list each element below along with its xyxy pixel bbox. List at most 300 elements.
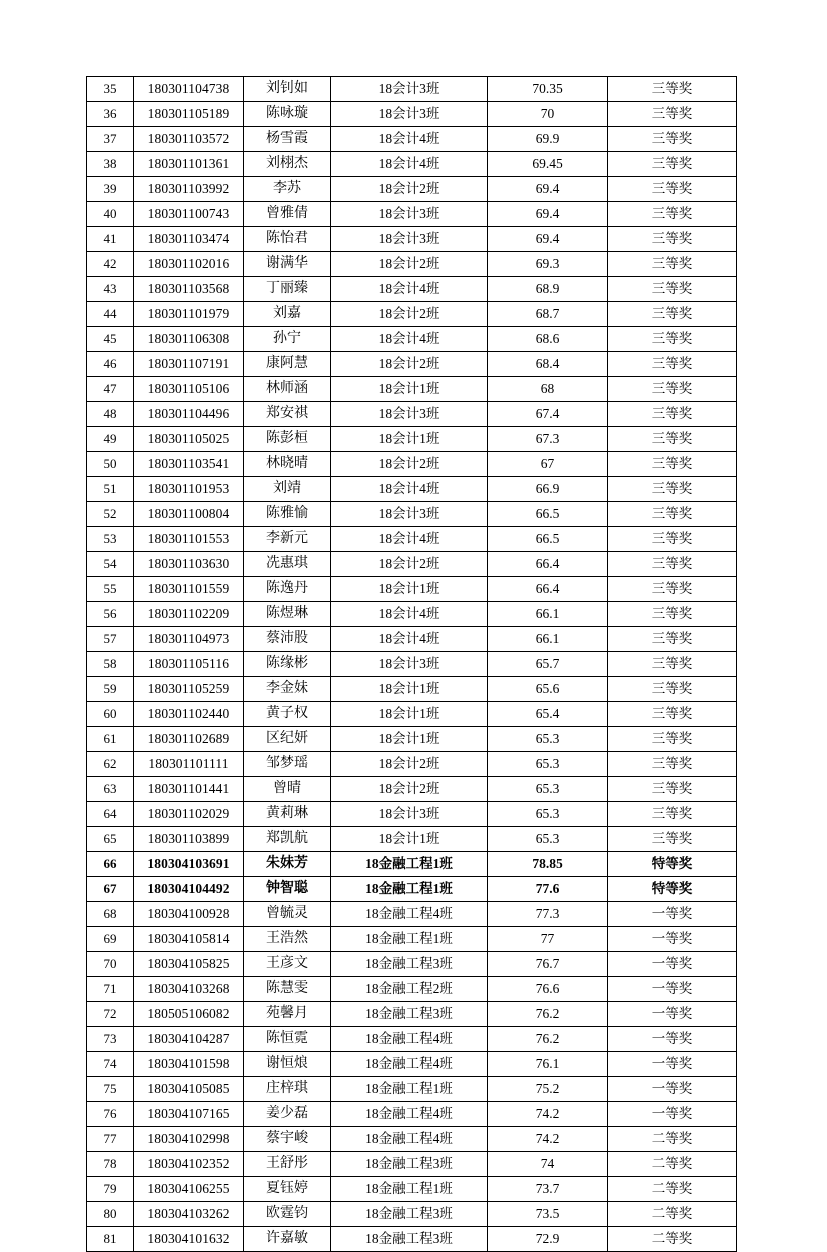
cell-award: 三等奖: [608, 627, 737, 652]
cell-student-id: 180304106255: [134, 1177, 244, 1202]
cell-award: 三等奖: [608, 102, 737, 127]
cell-student-id: 180301105116: [134, 652, 244, 677]
cell-rank: 40: [87, 202, 134, 227]
cell-class: 18会计1班: [331, 577, 488, 602]
cell-class: 18会计1班: [331, 827, 488, 852]
cell-award: 三等奖: [608, 452, 737, 477]
cell-class: 18会计3班: [331, 202, 488, 227]
cell-student-id: 180304104287: [134, 1027, 244, 1052]
cell-class: 18会计3班: [331, 502, 488, 527]
cell-student-name: 谢恒烺: [244, 1052, 331, 1077]
cell-student-id: 180304101598: [134, 1052, 244, 1077]
cell-score: 69.4: [488, 177, 608, 202]
table-row: [87, 902, 737, 927]
table-row: [87, 402, 737, 427]
cell-rank: 50: [87, 452, 134, 477]
cell-score: 67.4: [488, 402, 608, 427]
cell-class: 18金融工程4班: [331, 902, 488, 927]
cell-class: 18会计2班: [331, 352, 488, 377]
cell-award: 特等奖: [608, 877, 737, 902]
cell-student-name: 姜少磊: [244, 1102, 331, 1127]
cell-rank: 68: [87, 902, 134, 927]
cell-rank: 41: [87, 227, 134, 252]
cell-score: 75.2: [488, 1077, 608, 1102]
cell-class: 18会计2班: [331, 177, 488, 202]
cell-class: 18会计1班: [331, 702, 488, 727]
cell-score: 74: [488, 1152, 608, 1177]
cell-score: 66.4: [488, 552, 608, 577]
cell-student-name: 曾晴: [244, 777, 331, 802]
cell-rank: 42: [87, 252, 134, 277]
cell-score: 76.2: [488, 1002, 608, 1027]
cell-class: 18会计4班: [331, 627, 488, 652]
cell-student-id: 180301101953: [134, 477, 244, 502]
cell-student-name: 陈雅愉: [244, 502, 331, 527]
cell-student-name: 庄梓琪: [244, 1077, 331, 1102]
cell-score: 74.2: [488, 1102, 608, 1127]
cell-score: 68.7: [488, 302, 608, 327]
cell-award: 三等奖: [608, 652, 737, 677]
cell-score: 76.1: [488, 1052, 608, 1077]
cell-student-name: 刘嘉: [244, 302, 331, 327]
cell-student-name: 杨雪霞: [244, 127, 331, 152]
cell-score: 66.5: [488, 502, 608, 527]
cell-score: 70.35: [488, 77, 608, 102]
cell-score: 65.6: [488, 677, 608, 702]
cell-score: 68: [488, 377, 608, 402]
cell-class: 18会计4班: [331, 527, 488, 552]
cell-student-id: 180301104496: [134, 402, 244, 427]
cell-student-name: 陈恒霓: [244, 1027, 331, 1052]
cell-student-name: 孙宁: [244, 327, 331, 352]
cell-score: 73.5: [488, 1202, 608, 1227]
cell-student-id: 180301101979: [134, 302, 244, 327]
cell-rank: 78: [87, 1152, 134, 1177]
cell-award: 三等奖: [608, 502, 737, 527]
cell-class: 18会计2班: [331, 777, 488, 802]
cell-award: 三等奖: [608, 727, 737, 752]
cell-student-name: 陈缘彬: [244, 652, 331, 677]
cell-rank: 63: [87, 777, 134, 802]
cell-student-id: 180301106308: [134, 327, 244, 352]
cell-award: 三等奖: [608, 402, 737, 427]
cell-student-name: 李苏: [244, 177, 331, 202]
cell-student-id: 180301100804: [134, 502, 244, 527]
cell-score: 67: [488, 452, 608, 477]
cell-student-id: 180301103568: [134, 277, 244, 302]
cell-rank: 44: [87, 302, 134, 327]
table-row: [87, 852, 737, 877]
cell-award: 三等奖: [608, 302, 737, 327]
cell-rank: 51: [87, 477, 134, 502]
cell-class: 18会计4班: [331, 152, 488, 177]
cell-student-id: 180505106082: [134, 1002, 244, 1027]
cell-rank: 60: [87, 702, 134, 727]
cell-class: 18金融工程4班: [331, 1027, 488, 1052]
cell-award: 三等奖: [608, 152, 737, 177]
cell-student-name: 陈煜琳: [244, 602, 331, 627]
cell-rank: 80: [87, 1202, 134, 1227]
cell-rank: 62: [87, 752, 134, 777]
cell-rank: 59: [87, 677, 134, 702]
cell-score: 65.3: [488, 752, 608, 777]
cell-score: 77: [488, 927, 608, 952]
cell-student-name: 朱妹芳: [244, 852, 331, 877]
cell-student-id: 180301100743: [134, 202, 244, 227]
cell-rank: 35: [87, 77, 134, 102]
cell-student-id: 180304104492: [134, 877, 244, 902]
cell-award: 三等奖: [608, 427, 737, 452]
cell-student-id: 180301102209: [134, 602, 244, 627]
cell-student-name: 蔡沛股: [244, 627, 331, 652]
cell-award: 一等奖: [608, 1052, 737, 1077]
cell-class: 18会计1班: [331, 677, 488, 702]
table-row: [87, 302, 737, 327]
cell-award: 三等奖: [608, 602, 737, 627]
cell-rank: 58: [87, 652, 134, 677]
table-row: [87, 527, 737, 552]
cell-student-id: 180304102998: [134, 1127, 244, 1152]
table-row: [87, 1102, 737, 1127]
table-row: [87, 627, 737, 652]
cell-award: 三等奖: [608, 477, 737, 502]
cell-class: 18会计3班: [331, 77, 488, 102]
cell-rank: 77: [87, 1127, 134, 1152]
cell-score: 68.9: [488, 277, 608, 302]
cell-student-name: 丁丽臻: [244, 277, 331, 302]
cell-award: 二等奖: [608, 1152, 737, 1177]
cell-rank: 73: [87, 1027, 134, 1052]
cell-award: 三等奖: [608, 202, 737, 227]
cell-score: 77.3: [488, 902, 608, 927]
table-row: [87, 827, 737, 852]
cell-student-name: 王彦文: [244, 952, 331, 977]
cell-rank: 57: [87, 627, 134, 652]
cell-rank: 45: [87, 327, 134, 352]
cell-award: 三等奖: [608, 752, 737, 777]
cell-student-name: 黄莉琳: [244, 802, 331, 827]
table-row: [87, 152, 737, 177]
cell-score: 77.6: [488, 877, 608, 902]
cell-student-id: 180301101553: [134, 527, 244, 552]
cell-student-id: 180301102689: [134, 727, 244, 752]
cell-rank: 61: [87, 727, 134, 752]
cell-student-id: 180301107191: [134, 352, 244, 377]
cell-student-name: 陈彭桓: [244, 427, 331, 452]
cell-student-id: 180304107165: [134, 1102, 244, 1127]
cell-score: 69.9: [488, 127, 608, 152]
cell-student-id: 180301105025: [134, 427, 244, 452]
table-row: [87, 702, 737, 727]
cell-rank: 36: [87, 102, 134, 127]
cell-rank: 76: [87, 1102, 134, 1127]
cell-class: 18会计2班: [331, 452, 488, 477]
cell-rank: 37: [87, 127, 134, 152]
cell-score: 66.9: [488, 477, 608, 502]
cell-student-name: 冼惠琪: [244, 552, 331, 577]
table-row: [87, 802, 737, 827]
cell-student-id: 180301102440: [134, 702, 244, 727]
table-row: [87, 752, 737, 777]
cell-rank: 71: [87, 977, 134, 1002]
cell-rank: 54: [87, 552, 134, 577]
cell-class: 18会计3班: [331, 102, 488, 127]
table-row: [87, 177, 737, 202]
cell-class: 18会计3班: [331, 402, 488, 427]
cell-student-name: 陈慧雯: [244, 977, 331, 1002]
table-row: [87, 127, 737, 152]
cell-class: 18金融工程1班: [331, 1177, 488, 1202]
table-row: [87, 927, 737, 952]
cell-rank: 65: [87, 827, 134, 852]
cell-rank: 72: [87, 1002, 134, 1027]
cell-score: 65.3: [488, 827, 608, 852]
table-row: [87, 577, 737, 602]
cell-student-id: 180301101441: [134, 777, 244, 802]
cell-score: 66.4: [488, 577, 608, 602]
cell-score: 68.4: [488, 352, 608, 377]
cell-student-name: 林晓晴: [244, 452, 331, 477]
cell-score: 69.4: [488, 227, 608, 252]
cell-rank: 56: [87, 602, 134, 627]
cell-student-id: 180304101632: [134, 1227, 244, 1252]
cell-rank: 67: [87, 877, 134, 902]
cell-score: 74.2: [488, 1127, 608, 1152]
cell-rank: 81: [87, 1227, 134, 1252]
cell-rank: 55: [87, 577, 134, 602]
table-row: [87, 377, 737, 402]
table-row: [87, 477, 737, 502]
cell-student-name: 刘靖: [244, 477, 331, 502]
cell-award: 三等奖: [608, 77, 737, 102]
cell-award: 一等奖: [608, 902, 737, 927]
table-row: [87, 952, 737, 977]
table-row: [87, 727, 737, 752]
table-row: [87, 452, 737, 477]
cell-score: 65.3: [488, 777, 608, 802]
table-row: [87, 102, 737, 127]
cell-student-name: 蔡宇峻: [244, 1127, 331, 1152]
cell-class: 18会计1班: [331, 727, 488, 752]
cell-award: 一等奖: [608, 927, 737, 952]
cell-award: 三等奖: [608, 277, 737, 302]
cell-student-name: 苑馨月: [244, 1002, 331, 1027]
cell-student-name: 陈咏璇: [244, 102, 331, 127]
cell-student-id: 180301105106: [134, 377, 244, 402]
cell-student-name: 郑安祺: [244, 402, 331, 427]
cell-award: 三等奖: [608, 802, 737, 827]
table-row: [87, 877, 737, 902]
cell-award: 三等奖: [608, 377, 737, 402]
cell-class: 18金融工程3班: [331, 1002, 488, 1027]
cell-score: 65.3: [488, 727, 608, 752]
cell-student-name: 李新元: [244, 527, 331, 552]
cell-rank: 49: [87, 427, 134, 452]
table-row: [87, 1027, 737, 1052]
cell-rank: 66: [87, 852, 134, 877]
cell-award: 一等奖: [608, 1002, 737, 1027]
cell-award: 三等奖: [608, 227, 737, 252]
cell-rank: 79: [87, 1177, 134, 1202]
table-row: [87, 1052, 737, 1077]
table-row: [87, 77, 737, 102]
table-row: [87, 652, 737, 677]
cell-award: 一等奖: [608, 1102, 737, 1127]
cell-score: 69.45: [488, 152, 608, 177]
cell-class: 18金融工程1班: [331, 852, 488, 877]
cell-student-id: 180304102352: [134, 1152, 244, 1177]
table-row: [87, 1177, 737, 1202]
cell-award: 特等奖: [608, 852, 737, 877]
cell-student-id: 180301103630: [134, 552, 244, 577]
cell-student-name: 刘栩杰: [244, 152, 331, 177]
table-row: [87, 427, 737, 452]
cell-class: 18金融工程1班: [331, 877, 488, 902]
cell-award: 三等奖: [608, 252, 737, 277]
cell-class: 18金融工程3班: [331, 1152, 488, 1177]
cell-award: 三等奖: [608, 677, 737, 702]
cell-award: 一等奖: [608, 1027, 737, 1052]
table-row: [87, 202, 737, 227]
cell-student-id: 180301101559: [134, 577, 244, 602]
cell-class: 18金融工程4班: [331, 1127, 488, 1152]
cell-student-id: 180301103572: [134, 127, 244, 152]
cell-student-id: 180301104973: [134, 627, 244, 652]
cell-score: 65.4: [488, 702, 608, 727]
cell-class: 18金融工程3班: [331, 1202, 488, 1227]
cell-student-name: 黄子权: [244, 702, 331, 727]
table-row: [87, 1002, 737, 1027]
cell-award: 一等奖: [608, 1077, 737, 1102]
cell-student-name: 刘钊如: [244, 77, 331, 102]
cell-score: 76.2: [488, 1027, 608, 1052]
cell-student-id: 180304100928: [134, 902, 244, 927]
cell-class: 18会计4班: [331, 127, 488, 152]
cell-student-id: 180301103541: [134, 452, 244, 477]
cell-award: 一等奖: [608, 977, 737, 1002]
cell-score: 73.7: [488, 1177, 608, 1202]
table-row: [87, 1077, 737, 1102]
cell-class: 18会计2班: [331, 302, 488, 327]
table-row: [87, 502, 737, 527]
cell-student-name: 夏钰婷: [244, 1177, 331, 1202]
cell-award: 三等奖: [608, 527, 737, 552]
cell-rank: 46: [87, 352, 134, 377]
cell-class: 18会计2班: [331, 752, 488, 777]
cell-student-name: 许嘉敏: [244, 1227, 331, 1252]
cell-class: 18会计4班: [331, 477, 488, 502]
table-row: [87, 977, 737, 1002]
cell-student-name: 王浩然: [244, 927, 331, 952]
cell-student-name: 陈逸丹: [244, 577, 331, 602]
cell-class: 18金融工程1班: [331, 1077, 488, 1102]
table-row: [87, 252, 737, 277]
cell-award: 三等奖: [608, 127, 737, 152]
cell-award: 二等奖: [608, 1202, 737, 1227]
cell-student-id: 180304105814: [134, 927, 244, 952]
cell-class: 18会计4班: [331, 327, 488, 352]
cell-student-name: 康阿慧: [244, 352, 331, 377]
cell-award: 三等奖: [608, 327, 737, 352]
cell-score: 66.1: [488, 602, 608, 627]
cell-score: 65.3: [488, 802, 608, 827]
table-row: [87, 1227, 737, 1252]
cell-score: 72.9: [488, 1227, 608, 1252]
cell-class: 18会计3班: [331, 802, 488, 827]
cell-rank: 64: [87, 802, 134, 827]
cell-class: 18会计4班: [331, 602, 488, 627]
cell-rank: 52: [87, 502, 134, 527]
cell-award: 三等奖: [608, 827, 737, 852]
cell-class: 18金融工程4班: [331, 1102, 488, 1127]
cell-award: 三等奖: [608, 577, 737, 602]
cell-award: 三等奖: [608, 552, 737, 577]
cell-student-id: 180301101361: [134, 152, 244, 177]
cell-student-name: 邹梦瑶: [244, 752, 331, 777]
cell-class: 18会计3班: [331, 652, 488, 677]
cell-student-id: 180301102016: [134, 252, 244, 277]
cell-student-name: 曾雅倩: [244, 202, 331, 227]
cell-class: 18会计2班: [331, 252, 488, 277]
cell-class: 18会计4班: [331, 277, 488, 302]
cell-award: 三等奖: [608, 177, 737, 202]
cell-student-id: 180301105259: [134, 677, 244, 702]
table-row: [87, 227, 737, 252]
award-list-table: [86, 76, 737, 1252]
table-row: [87, 1127, 737, 1152]
cell-score: 66.1: [488, 627, 608, 652]
cell-award: 三等奖: [608, 702, 737, 727]
cell-class: 18会计1班: [331, 377, 488, 402]
cell-student-id: 180304103262: [134, 1202, 244, 1227]
cell-student-id: 180301103992: [134, 177, 244, 202]
cell-class: 18金融工程3班: [331, 1227, 488, 1252]
cell-award: 一等奖: [608, 952, 737, 977]
table-row: [87, 352, 737, 377]
cell-student-name: 欧霆钧: [244, 1202, 331, 1227]
table-row: [87, 552, 737, 577]
cell-award: 二等奖: [608, 1127, 737, 1152]
table-row: [87, 327, 737, 352]
cell-student-id: 180301102029: [134, 802, 244, 827]
table-row: [87, 277, 737, 302]
cell-score: 66.5: [488, 527, 608, 552]
cell-award: 二等奖: [608, 1177, 737, 1202]
cell-student-name: 钟智聪: [244, 877, 331, 902]
cell-student-name: 区纪妍: [244, 727, 331, 752]
table-row: [87, 1152, 737, 1177]
table-row: [87, 677, 737, 702]
cell-student-name: 谢满华: [244, 252, 331, 277]
cell-class: 18会计1班: [331, 427, 488, 452]
cell-score: 78.85: [488, 852, 608, 877]
cell-class: 18会计3班: [331, 227, 488, 252]
cell-rank: 70: [87, 952, 134, 977]
cell-rank: 74: [87, 1052, 134, 1077]
cell-student-id: 180301103899: [134, 827, 244, 852]
cell-score: 65.7: [488, 652, 608, 677]
cell-class: 18金融工程4班: [331, 1052, 488, 1077]
cell-class: 18金融工程1班: [331, 927, 488, 952]
cell-student-id: 180304103268: [134, 977, 244, 1002]
table-row: [87, 777, 737, 802]
cell-rank: 47: [87, 377, 134, 402]
cell-student-id: 180301103474: [134, 227, 244, 252]
cell-score: 67.3: [488, 427, 608, 452]
cell-score: 70: [488, 102, 608, 127]
cell-class: 18会计2班: [331, 552, 488, 577]
cell-rank: 69: [87, 927, 134, 952]
